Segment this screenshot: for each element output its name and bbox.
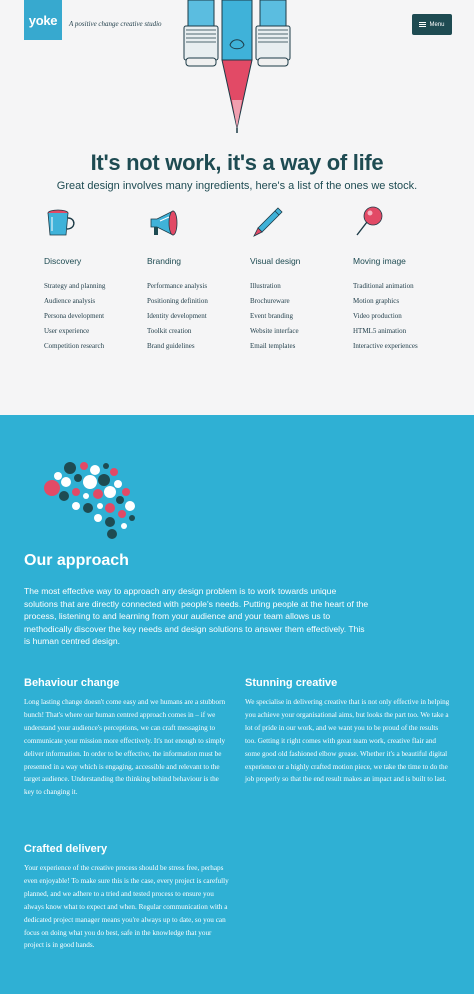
pin-icon [353,205,387,239]
service-item: Brand guidelines [147,342,195,350]
service-title: Visual design [250,256,301,266]
mug-icon [44,205,78,239]
service-item: HTML5 animation [353,327,407,335]
logo[interactable]: yoke [24,0,62,40]
page-title: It's not work, it's a way of life [90,150,384,175]
service-item: Identity development [147,312,207,320]
service-item: Persona development [44,312,105,320]
brain-dots-illustration [40,460,140,540]
approach-section [0,415,474,994]
approach-lead: The most effective way to approach any design problem is to work towards unique solutions that are directly connected with people's needs. Putting people at the heart of the process, listening to and learning from your audience and your team allows us to methodically discover the key needs and design solutions to answer them effectively. This is human centred design. [24,586,369,646]
service-item: Toolkit creation [147,327,192,335]
hamburger-icon [419,22,426,27]
pen-icon [250,205,284,239]
behaviour-change-title: Behaviour change [24,677,120,689]
service-item: Performance analysis [147,282,208,290]
menu-label: Menu [429,21,445,28]
service-item: Brochureware [250,297,290,305]
crafted-delivery-body: Your experience of the creative process should be stress free, perhaps even enjoyable! To make sure this is the case, every project is carefully planned, and we adhere to a tried and tested process to ensure you always know what to expect and when. Regular communication with a dedicated project manager means you're always up to date, so you can focus on doing what you do best, safe in the knowledge that your project is in good hands. [24,864,229,950]
service-item: Traditional animation [353,282,414,290]
service-list [353,279,453,354]
service-item: Audience analysis [44,297,96,305]
service-item: Competition research [44,342,105,350]
service-item: User experience [44,327,90,335]
stunning-creative-body: We specialise in delivering creative that is not only effective in helping you achieve your organisational aims, but looks the part too. We take a lot of pride in our work, and we want you to be proud of the results too. Getting it right comes with great team work, creative flair and some good old fashioned elbow grease. Whether it's a beautiful digital experience or a highly crafted motion piece, we take the time to do the job properly so that the end result makes an impact and is built to last. [245,698,450,784]
page-subtitle: Great design involves many ingredients, here's a list of the ones we stock. [56,180,418,192]
service-item: Positioning definition [147,297,208,305]
approach-title: Our approach [24,552,129,569]
service-list [44,279,144,354]
service-branding [147,205,247,354]
pencils-illustration [180,0,300,135]
service-title: Branding [147,256,182,266]
service-list [147,279,247,354]
service-visual-design [250,205,350,354]
service-list [250,279,350,354]
service-title: Moving image [353,256,406,266]
megaphone-icon [147,205,181,239]
stunning-creative-title: Stunning creative [245,677,338,689]
tagline: A positive change creative studio [69,20,162,28]
service-item: Website interface [250,327,299,335]
service-item: Video production [353,312,402,320]
service-item: Motion graphics [353,297,400,305]
crafted-delivery-title: Crafted delivery [24,843,108,855]
service-moving-image [353,205,453,354]
service-item: Event branding [250,312,293,320]
service-item: Strategy and planning [44,282,106,290]
behaviour-change-body: Long lasting change doesn't come easy and we humans are a stubborn bunch! That's where our human centred approach comes in – if we understand your audience's perceptions, we can craft messaging to communicate your mission more effectively. It's not enough to simply deliver information. In order to be effective, the information must be presented in a way which is engaging, accessible and relevant to the target audience. Understanding the thinking behind behaviour is the key to changing it. [24,698,226,797]
service-item: Interactive experiences [353,342,418,350]
menu-button[interactable] [412,14,452,35]
service-title: Discovery [44,256,82,266]
service-item: Illustration [250,282,281,290]
service-discovery [44,205,144,354]
service-item: Email templates [250,342,296,350]
